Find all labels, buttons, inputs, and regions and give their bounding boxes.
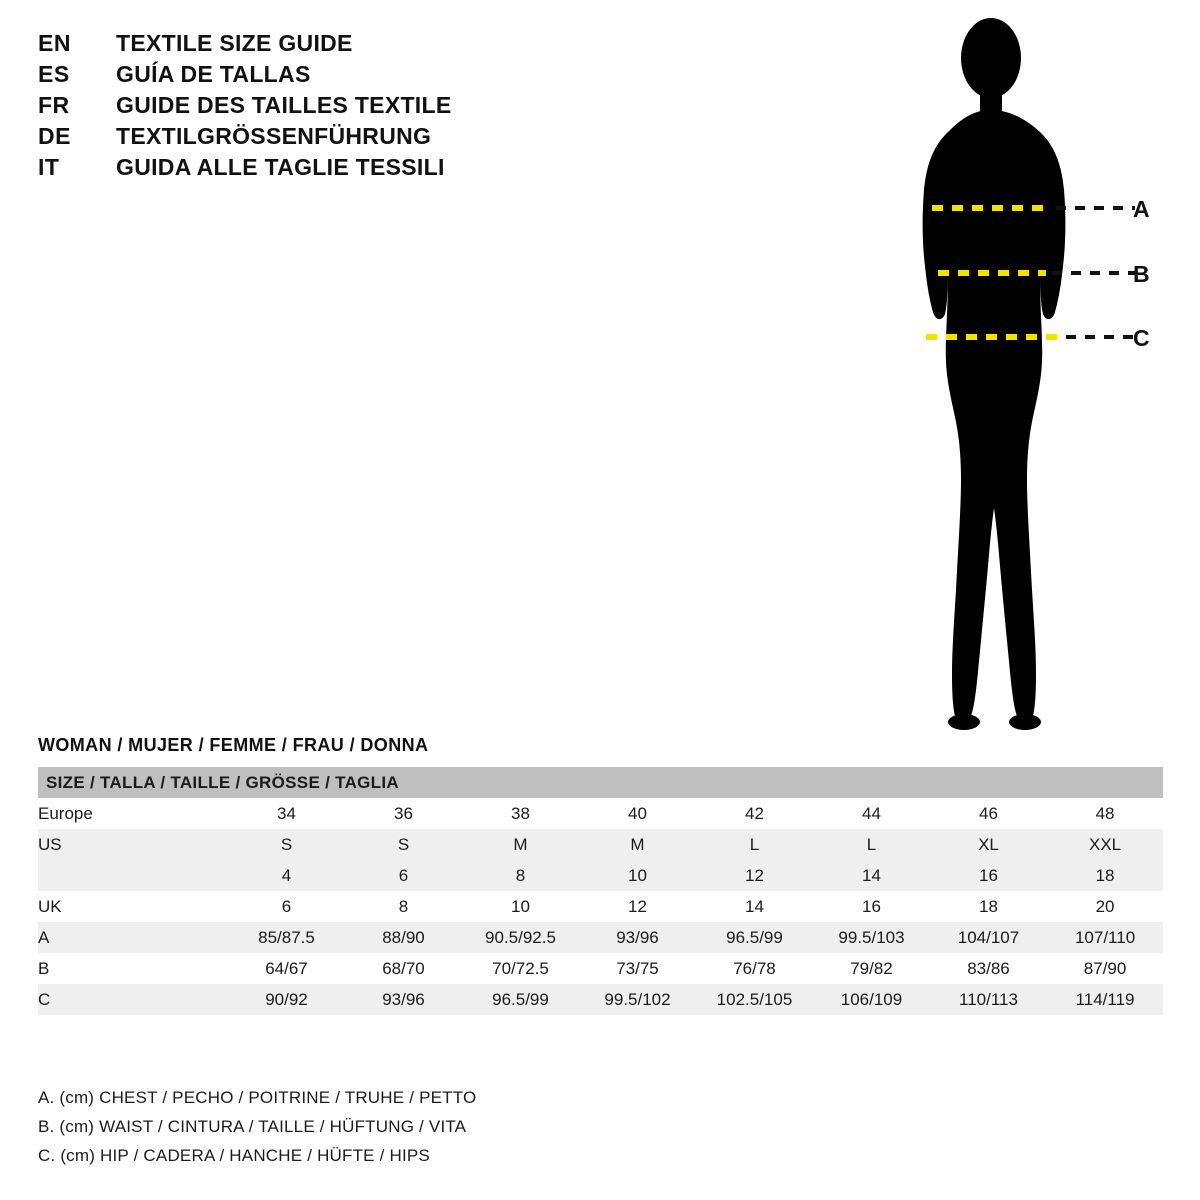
cell: 8 [515, 865, 526, 885]
cell: 90.5/92.5 [485, 927, 556, 947]
title-text: GUIDA ALLE TAGLIE TESSILI [116, 154, 445, 180]
title-row [38, 92, 558, 123]
cell: 44 [862, 803, 881, 823]
cell: 12 [745, 865, 764, 885]
cell: 38 [511, 803, 530, 823]
table-header-title: SIZE / TALLA / TAILLE / GRÖSSE / TAGLIA [46, 772, 399, 792]
table-row [38, 922, 1163, 953]
title-text: TEXTILGRÖSSENFÜHRUNG [116, 123, 432, 149]
cell: 99.5/103 [838, 927, 905, 947]
cell: 102.5/105 [716, 989, 793, 1009]
cell: 96.5/99 [726, 927, 783, 947]
cell: 34 [277, 803, 296, 823]
cell: 93/96 [382, 989, 425, 1009]
table-section-heading: WOMAN / MUJER / FEMME / FRAU / DONNA [38, 735, 429, 755]
row-label: Europe [38, 803, 93, 823]
cell: 110/113 [959, 989, 1018, 1009]
cell: 18 [1095, 865, 1115, 885]
cell: S [280, 834, 293, 854]
cell: 96.5/99 [492, 989, 549, 1009]
cell: 88/90 [382, 927, 425, 947]
female-silhouette-icon [860, 10, 1180, 750]
title-language-code: ES [38, 61, 70, 87]
cell: 90/92 [265, 989, 308, 1009]
cell: 8 [398, 896, 409, 916]
table-row [38, 953, 1163, 984]
cell: 99.5/102 [604, 989, 671, 1009]
cell: XL [978, 834, 999, 854]
footnote-chest: A. (cm) CHEST / PECHO / POITRINE / TRUHE / PETTO [38, 1088, 477, 1107]
cell: 114/119 [1075, 989, 1135, 1009]
cell: 14 [745, 896, 764, 916]
row-label: B [38, 958, 50, 978]
table-row [38, 984, 1163, 1015]
cell: 85/87.5 [258, 927, 315, 947]
size-table-section [38, 735, 1163, 1015]
footnotes [38, 1088, 938, 1175]
cell: 18 [979, 896, 998, 916]
table-row [38, 798, 1163, 829]
table-header-row [38, 767, 1163, 798]
cell: 16 [979, 865, 998, 885]
cell: 76/78 [733, 958, 776, 978]
cell: 87/90 [1083, 958, 1127, 978]
title-row [38, 154, 558, 185]
title-text: GUIDE DES TAILLES TEXTILE [116, 92, 452, 118]
measure-label-c: C [1133, 325, 1150, 351]
cell: 107/110 [1074, 927, 1136, 947]
title-block [38, 30, 558, 185]
cell: 93/96 [616, 927, 659, 947]
measure-label-a: A [1133, 196, 1150, 222]
row-label [38, 860, 228, 891]
cell: 73/75 [616, 958, 659, 978]
cell: 4 [281, 865, 292, 885]
cell: L [866, 834, 877, 854]
cell: 79/82 [850, 958, 893, 978]
cell: 48 [1095, 803, 1115, 823]
row-label: UK [38, 896, 62, 916]
cell: M [630, 834, 645, 854]
cell: 46 [979, 803, 998, 823]
size-table [38, 767, 1163, 1015]
title-row [38, 61, 558, 92]
title-text: TEXTILE SIZE GUIDE [116, 30, 353, 56]
row-label: A [38, 927, 50, 947]
title-row [38, 123, 558, 154]
cell: 104/107 [957, 927, 1020, 947]
cell: 16 [862, 896, 881, 916]
cell: 68/70 [382, 958, 425, 978]
measure-label-b: B [1133, 261, 1150, 287]
cell: 6 [398, 865, 409, 885]
cell: 42 [745, 803, 764, 823]
title-row [38, 30, 558, 61]
footnote-waist: B. (cm) WAIST / CINTURA / TAILLE / HÜFTUNG / VITA [38, 1117, 467, 1136]
footnote-hip: C. (cm) HIP / CADERA / HANCHE / HÜFTE / HIPS [38, 1146, 430, 1165]
cell: 83/86 [967, 958, 1010, 978]
cell: 64/67 [265, 958, 308, 978]
cell: M [513, 834, 528, 854]
title-language-code: IT [38, 154, 60, 180]
row-label: C [38, 989, 51, 1009]
cell: 12 [628, 896, 647, 916]
cell: 10 [628, 865, 647, 885]
cell: 36 [394, 803, 413, 823]
cell: 40 [628, 803, 647, 823]
cell: S [397, 834, 410, 854]
cell: 70/72.5 [492, 958, 549, 978]
cell: XXL [1088, 834, 1122, 854]
cell: 20 [1095, 896, 1115, 916]
title-language-code: DE [38, 123, 71, 149]
title-text: GUÍA DE TALLAS [116, 61, 311, 87]
title-language-code: FR [38, 92, 70, 118]
title-language-code: EN [38, 30, 71, 56]
cell: 10 [511, 896, 530, 916]
cell: L [749, 834, 760, 854]
table-row [38, 891, 1163, 922]
cell: 106/109 [840, 989, 903, 1009]
cell: 6 [281, 896, 292, 916]
row-label: US [38, 834, 62, 854]
table-row [38, 860, 1163, 891]
table-row [38, 829, 1163, 860]
cell: 14 [862, 865, 881, 885]
measurement-figure [860, 10, 1180, 750]
